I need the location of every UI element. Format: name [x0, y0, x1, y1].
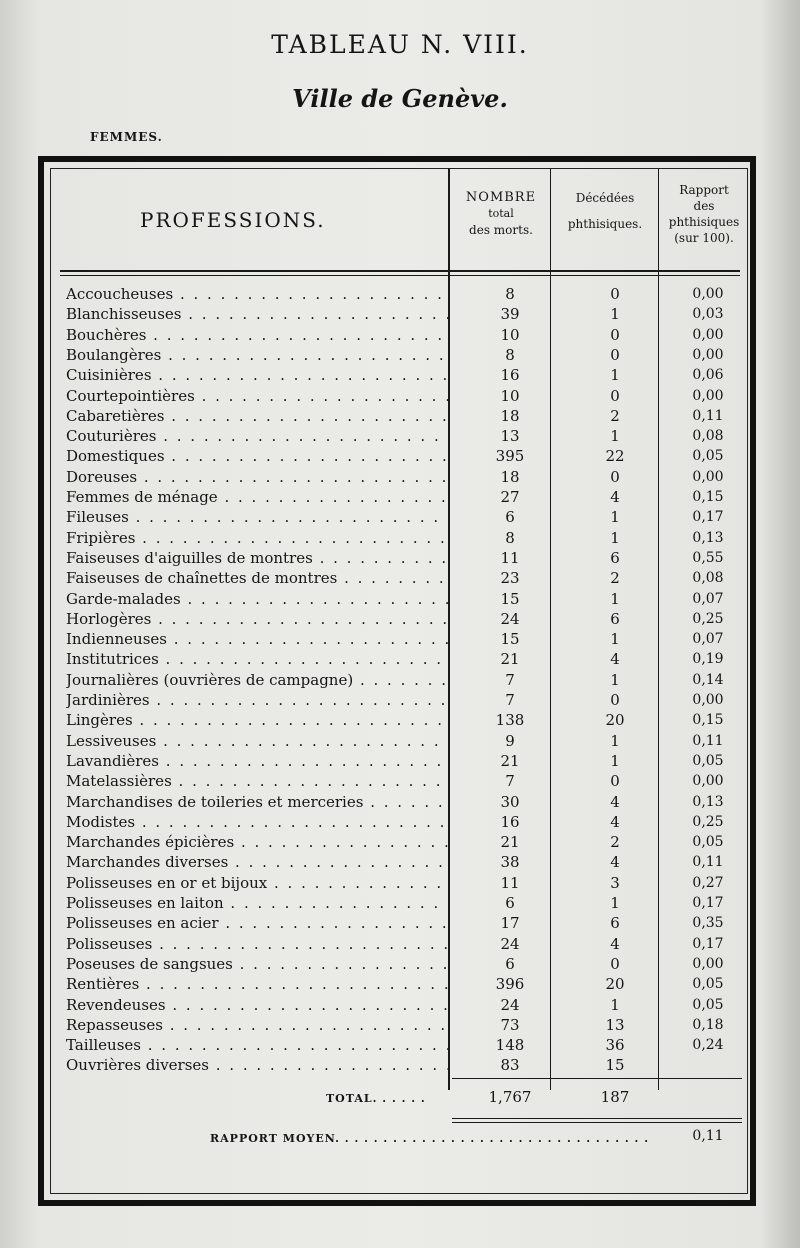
profession-cell: Garde-malades . . .	[66, 589, 448, 609]
total-deaths-cell: 7	[505, 670, 515, 689]
ratio-cell: 0,00	[692, 286, 724, 302]
phthisic-deaths-cell: 1	[610, 995, 620, 1014]
table-row	[0, 913, 800, 933]
total-deaths-cell: 10	[500, 325, 520, 344]
phthisic-header-line2: phthisiques.	[567, 217, 643, 231]
profession-cell: Poseuses de sangsues . . .	[66, 954, 448, 974]
ratio-cell: 0,03	[692, 306, 724, 323]
table-row	[0, 284, 800, 304]
table-row	[0, 812, 800, 832]
profession-cell: Jardinières . . .	[66, 690, 448, 710]
ratio-cell: 0,08	[692, 570, 724, 587]
total-deaths-cell: 15	[500, 589, 520, 608]
table-row	[0, 934, 800, 954]
total-rule-bottom-2	[452, 1122, 742, 1123]
phthisic-deaths-cell: 1	[610, 731, 620, 750]
table-row	[0, 1015, 800, 1035]
total-deaths-cell: 24	[500, 609, 520, 628]
profession-cell: Femmes de ménage . . .	[66, 487, 448, 507]
table-row	[0, 751, 800, 771]
table-row	[0, 649, 800, 669]
table-row	[0, 446, 800, 466]
average-label: RAPPORT MOYEN. . . .	[210, 1132, 650, 1145]
total-deaths-cell: 18	[500, 467, 520, 486]
table-row	[0, 487, 800, 507]
phthisic-deaths-cell: 4	[610, 792, 620, 811]
total-deaths-cell: 30	[500, 792, 520, 811]
total-label: TOTAL. . . .	[326, 1092, 426, 1105]
table-row	[0, 731, 800, 751]
profession-column-header: PROFESSIONS.	[140, 208, 326, 232]
total-column-header	[452, 190, 550, 238]
city-subtitle: Ville de Genève.	[292, 84, 508, 113]
ratio-cell: 0,11	[692, 407, 724, 424]
ratio-cell: 0,00	[692, 387, 724, 404]
ratio-cell: 0,13	[692, 529, 724, 546]
phthisic-deaths-cell: 1	[610, 670, 620, 689]
phthisic-deaths-cell: 1	[610, 589, 620, 608]
phthisic-deaths-cell: 1	[610, 427, 620, 446]
phthisic-deaths-cell: 6	[610, 609, 620, 628]
total-deaths-cell: 39	[500, 305, 520, 324]
total-deaths-cell: 13	[500, 427, 520, 446]
table-row	[0, 1035, 800, 1055]
ratio-cell: 0,00	[692, 468, 724, 485]
total-deaths-cell: 7	[505, 691, 515, 709]
table-row	[0, 954, 800, 974]
total-deaths-cell: 16	[500, 812, 520, 831]
ratio-cell: 0,35	[692, 915, 724, 932]
profession-cell: Marchandises de toileries et merceries . . .	[66, 792, 448, 812]
table-title: TABLEAU N. VIII.	[271, 30, 529, 59]
table-row	[0, 670, 800, 690]
total-deaths-cell: 83	[500, 1056, 520, 1075]
total-deaths-cell: 11	[500, 873, 520, 892]
table-row	[0, 629, 800, 649]
ratio-cell: 0,13	[692, 793, 724, 810]
table-row	[0, 974, 800, 994]
phthisic-deaths-cell: 1	[610, 528, 620, 547]
total-header-line2: total	[488, 207, 514, 220]
table-row	[0, 1055, 800, 1075]
profession-cell: Faiseuses d'aiguilles de montres . . .	[66, 548, 448, 568]
profession-cell: Tailleuses . . .	[66, 1035, 448, 1055]
average-ratio: 0,11	[692, 1128, 724, 1144]
phthisic-column-header	[552, 190, 658, 232]
phthisic-deaths-cell: 1	[610, 305, 620, 324]
profession-cell: Marchandes épicières . . .	[66, 832, 448, 852]
profession-cell: Lingères . . .	[66, 710, 448, 730]
profession-cell: Journalières (ouvrières de campagne) . . .	[66, 670, 448, 690]
phthisic-deaths-cell: 13	[605, 1015, 625, 1034]
phthisic-deaths-cell: 0	[610, 386, 620, 405]
total-deaths-cell: 7	[505, 772, 515, 791]
ratio-cell: 0,17	[692, 895, 724, 911]
table-row	[0, 852, 800, 872]
phthisic-deaths-cell: 4	[610, 853, 620, 872]
ratio-column-header	[660, 182, 748, 246]
phthisic-deaths-cell: 0	[610, 345, 620, 364]
ratio-header-line3: phthisiques	[668, 215, 740, 229]
profession-cell: Modistes . . .	[66, 812, 448, 832]
phthisic-deaths-cell: 3	[610, 873, 620, 892]
profession-cell: Fileuses . . .	[66, 507, 448, 527]
profession-cell: Horlogères . . .	[66, 609, 448, 629]
ratio-cell: 0,05	[692, 752, 724, 769]
ratio-cell: 0,05	[692, 976, 724, 993]
table-row	[0, 548, 800, 568]
total-deaths-cell: 21	[500, 833, 520, 852]
phthisic-deaths-cell: 0	[610, 467, 620, 486]
total-deaths-cell: 138	[495, 711, 525, 730]
profession-cell: Doreuses . . .	[66, 467, 448, 487]
phthisic-deaths-cell: 0	[610, 954, 620, 973]
ratio-cell: 0,00	[692, 692, 724, 708]
total-deaths-cell: 6	[505, 894, 515, 912]
phthisic-deaths-cell: 6	[610, 914, 620, 933]
ratio-cell: 0,27	[692, 874, 724, 891]
total-deaths-cell: 21	[500, 650, 520, 669]
table-row	[0, 771, 800, 791]
total-deaths-cell: 73	[500, 1015, 520, 1034]
profession-cell: Polisseuses en or et bijoux . . .	[66, 873, 448, 893]
profession-cell: Domestiques . . .	[66, 446, 448, 466]
table-row	[0, 589, 800, 609]
profession-cell: Courtepointières . . .	[66, 386, 448, 406]
ratio-cell: 0,55	[692, 549, 724, 566]
profession-cell: Boulangères . . .	[66, 345, 448, 365]
table-row	[0, 467, 800, 487]
ratio-cell: 0,24	[692, 1037, 724, 1054]
total-header-line1: NOMBRE	[465, 190, 537, 205]
total-deaths-cell: 9	[505, 731, 515, 750]
profession-cell: Revendeuses . . .	[66, 995, 448, 1015]
total-deaths-cell: 21	[500, 751, 520, 770]
total-rule-top	[452, 1078, 742, 1079]
total-deaths-cell: 27	[500, 488, 520, 506]
total-deaths-cell: 24	[500, 995, 520, 1014]
profession-cell: Rentières . . .	[66, 974, 448, 994]
ratio-cell: 0,14	[692, 671, 724, 688]
total-deaths-cell: 17	[500, 914, 520, 933]
phthisic-deaths-cell: 1	[610, 508, 620, 527]
total-deaths-cell: 24	[500, 934, 520, 953]
total-deaths-cell: 395	[495, 447, 525, 466]
ratio-cell: 0,15	[692, 489, 724, 505]
phthisic-deaths-cell: 0	[610, 691, 620, 709]
table-row	[0, 710, 800, 730]
phthisic-deaths-cell: 22	[605, 447, 625, 466]
ratio-cell: 0,19	[692, 651, 724, 668]
ratio-cell: 0,06	[692, 367, 724, 384]
phthisic-deaths-cell: 0	[610, 285, 620, 303]
profession-cell: Faiseuses de chaînettes de montres . . .	[66, 568, 448, 588]
ratio-cell: 0,07	[692, 590, 724, 607]
total-deaths-cell: 16	[500, 366, 520, 385]
profession-cell: Polisseuses en acier . . .	[66, 913, 448, 933]
phthisic-deaths-cell: 0	[610, 325, 620, 344]
profession-cell: Accoucheuses . . .	[66, 284, 448, 304]
profession-cell: Repasseuses . . .	[66, 1015, 448, 1035]
table-row	[0, 304, 800, 324]
table-row	[0, 893, 800, 913]
table-row	[0, 792, 800, 812]
ratio-cell: 0,08	[692, 428, 724, 445]
table-row	[0, 345, 800, 365]
total-deaths-cell: 38	[500, 853, 520, 872]
phthisic-header-line1: Décédées	[575, 191, 635, 205]
phthisic-deaths-cell: 1	[610, 751, 620, 770]
ratio-cell: 0,00	[692, 955, 724, 972]
profession-cell: Lavandières . . .	[66, 751, 448, 771]
ratio-cell: 0,11	[692, 732, 724, 749]
table-row	[0, 386, 800, 406]
phthisic-deaths-cell: 2	[610, 833, 620, 852]
total-deaths-cell: 6	[505, 954, 515, 973]
profession-cell: Cuisinières . . .	[66, 365, 448, 385]
profession-cell: Lessiveuses . . .	[66, 731, 448, 751]
ratio-header-line1: Rapport	[679, 183, 729, 197]
phthisic-deaths-cell: 15	[605, 1056, 625, 1075]
table-row	[0, 609, 800, 629]
ratio-cell: 0,05	[692, 834, 724, 851]
total-phthisic: 187	[600, 1088, 630, 1106]
phthisic-deaths-cell: 20	[605, 711, 625, 730]
profession-cell: Fripières . . .	[66, 528, 448, 548]
ratio-cell: 0,25	[692, 610, 724, 627]
profession-cell: Indienneuses . . .	[66, 629, 448, 649]
total-deaths-cell: 23	[500, 569, 520, 588]
total-rule-bottom	[452, 1118, 742, 1119]
profession-cell: Blanchisseuses . . .	[66, 304, 448, 324]
section-label: FEMMES.	[90, 130, 163, 144]
ratio-cell: 0,18	[692, 1016, 724, 1033]
ratio-cell: 0,25	[692, 813, 724, 830]
table-row	[0, 873, 800, 893]
table-row	[0, 507, 800, 527]
profession-cell: Institutrices . . .	[66, 649, 448, 669]
profession-cell: Cabaretières . . .	[66, 406, 448, 426]
total-deaths-cell: 6	[505, 508, 515, 527]
profession-cell: Couturières . . .	[66, 426, 448, 446]
ratio-cell: 0,17	[692, 509, 724, 526]
total-deaths-cell: 396	[495, 975, 525, 994]
header-rule-2	[60, 275, 740, 276]
ratio-cell: 0,11	[692, 854, 724, 871]
phthisic-deaths-cell: 1	[610, 894, 620, 912]
table-row	[0, 365, 800, 385]
phthisic-deaths-cell: 1	[610, 366, 620, 385]
phthisic-deaths-cell: 4	[610, 650, 620, 669]
table-row	[0, 568, 800, 588]
ratio-cell: 0,17	[692, 935, 724, 952]
total-deaths-cell: 8	[505, 528, 515, 547]
ratio-cell: 0,07	[692, 631, 724, 648]
ratio-cell: 0,00	[692, 326, 724, 343]
ratio-cell: 0,00	[692, 773, 724, 790]
phthisic-deaths-cell: 36	[605, 1036, 625, 1055]
phthisic-deaths-cell: 0	[610, 772, 620, 791]
profession-cell: Marchandes diverses . . .	[66, 852, 448, 872]
profession-cell: Bouchères . . .	[66, 325, 448, 345]
ratio-header-line2: des	[693, 199, 715, 213]
profession-cell: Ouvrières diverses . . .	[66, 1055, 448, 1075]
phthisic-deaths-cell: 2	[610, 569, 620, 588]
total-deaths-cell: 15	[500, 630, 520, 649]
ratio-cell: 0,15	[692, 712, 724, 729]
table-row	[0, 406, 800, 426]
ratio-cell: 0,00	[692, 346, 724, 363]
phthisic-deaths-cell: 2	[610, 406, 620, 425]
phthisic-deaths-cell: 4	[610, 934, 620, 953]
profession-cell: Matelassières . . .	[66, 771, 448, 791]
ratio-header-line4: (sur 100).	[674, 231, 734, 245]
table-row	[0, 995, 800, 1015]
ratio-cell: 0,05	[692, 996, 724, 1013]
total-deaths: 1,767	[488, 1088, 532, 1106]
profession-cell: Polisseuses en laiton . . .	[66, 893, 448, 913]
total-deaths-cell: 8	[505, 285, 515, 303]
total-header-line3: des morts.	[469, 223, 533, 237]
profession-cell: Polisseuses . . .	[66, 934, 448, 954]
total-deaths-cell: 8	[505, 345, 515, 364]
total-deaths-cell: 18	[500, 406, 520, 425]
table-row	[0, 690, 800, 710]
total-deaths-cell: 11	[500, 548, 520, 567]
header-rule	[60, 270, 740, 272]
ratio-cell: 0,05	[692, 448, 724, 465]
table-row	[0, 426, 800, 446]
phthisic-deaths-cell: 6	[610, 548, 620, 567]
table-row	[0, 528, 800, 548]
phthisic-deaths-cell: 20	[605, 975, 625, 994]
total-deaths-cell: 10	[500, 386, 520, 405]
total-deaths-cell: 148	[495, 1036, 525, 1055]
phthisic-deaths-cell: 1	[610, 630, 620, 649]
phthisic-deaths-cell: 4	[610, 488, 620, 506]
table-row	[0, 325, 800, 345]
table-row	[0, 832, 800, 852]
phthisic-deaths-cell: 4	[610, 812, 620, 831]
